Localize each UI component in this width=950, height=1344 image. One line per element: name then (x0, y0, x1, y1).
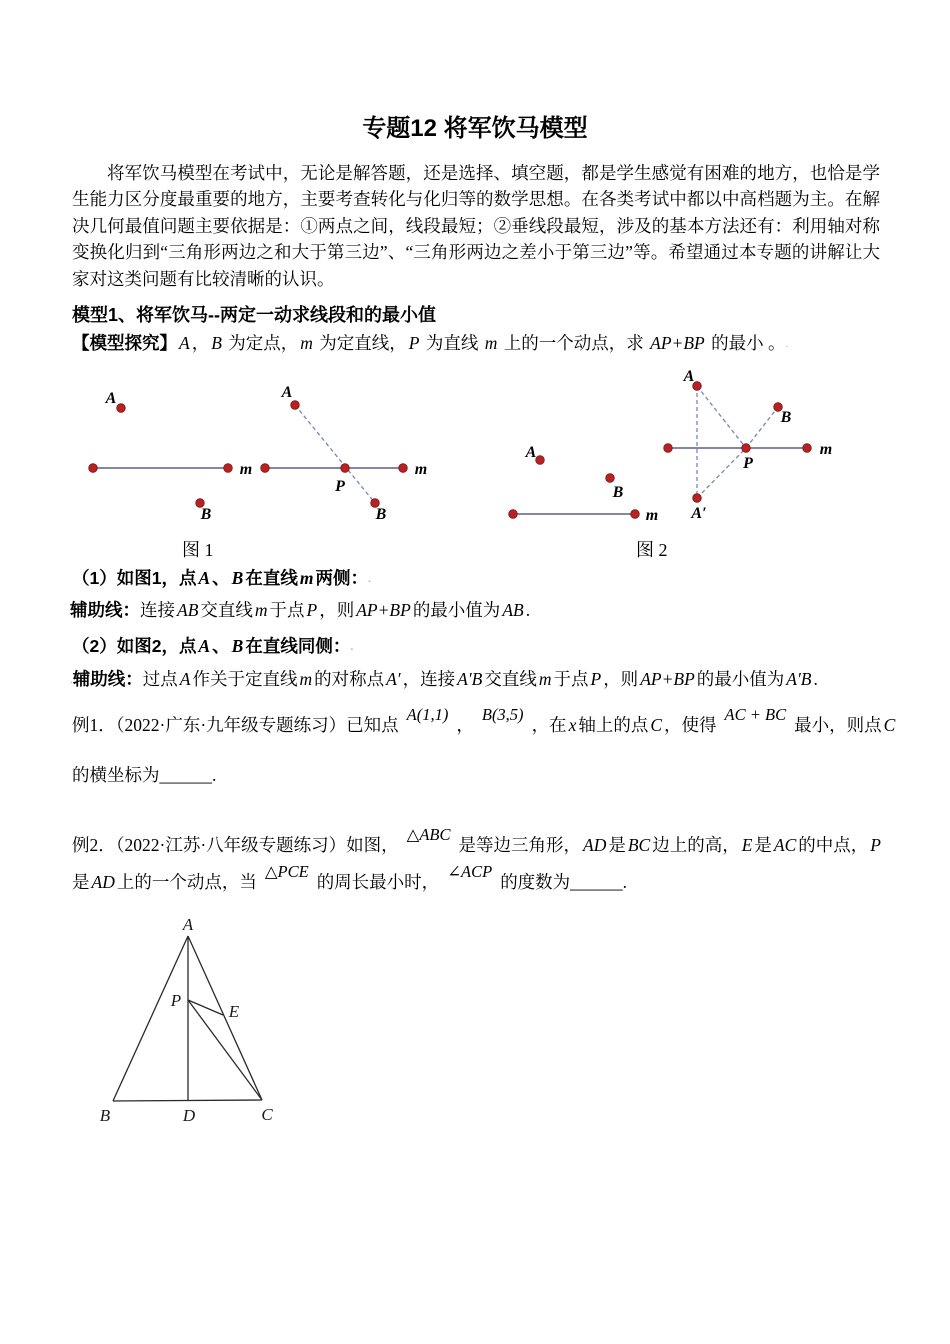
text-segment: （2）如图2，点 (72, 636, 197, 656)
label-m: m (239, 461, 253, 478)
label-a: A (683, 368, 695, 385)
text-segment: ，连接 (402, 669, 456, 689)
fig1-caption: 图 1 (182, 540, 214, 560)
text-segment: m (538, 669, 552, 689)
example1-line1 (72, 705, 897, 737)
text-segment: 的最小值为 (696, 669, 785, 689)
text-segment: △ABC (406, 825, 451, 844)
text-segment: . (785, 338, 789, 350)
text-segment: 在直线同侧： (245, 636, 351, 656)
text-segment: 的度数为______. (500, 872, 628, 892)
label-b: B (375, 506, 387, 523)
label-a: A (182, 918, 194, 934)
text-segment: B (231, 636, 244, 656)
text-segment: ， (456, 715, 474, 735)
label-m: m (819, 441, 833, 458)
label-a: A (525, 444, 537, 461)
text-segment: . (70, 674, 73, 686)
point-aprime-dot (693, 494, 702, 503)
line-endpoint-dot (261, 464, 270, 473)
text-segment: 、 (212, 568, 230, 588)
text-segment: 例1．（2022·广东·九年级专题练习）已知点 (72, 715, 399, 735)
label-c: C (261, 1105, 273, 1124)
text-segment: AD (583, 835, 607, 855)
text-segment: 、 (212, 636, 230, 656)
text-segment: 为定直线， (314, 333, 407, 353)
text-segment: 是 (72, 872, 90, 892)
dashed-ap (697, 386, 746, 448)
label-b: B (99, 1106, 111, 1125)
text-segment: 是 (608, 835, 626, 855)
intro-paragraph: 将军饮马模型在考试中，无论是解答题，还是选择、填空题，都是学生感觉有困难的地方，也恰是学生能力区分度最重要的地方，主要考查转化与化归等的数学思想。在各类考试中都以中高档题为主。在解决几何最值问题主要依据是：①两点之间，线段最短；②垂线段最短，涉及的基本方法还有：利用轴对称变换化归到“三角形两边之和大于第三边”、“三角形两边之差小于第三边”等。希望通过本专题的讲解让大家对这类问题有比较清晰的认识。 (72, 163, 880, 289)
text-segment: P (408, 333, 420, 353)
label-b: B (612, 484, 624, 501)
text-segment: 的最小值为 (412, 600, 501, 620)
label-d: D (182, 1106, 196, 1125)
point-a-dot (536, 456, 545, 465)
text-segment: 上的一个动点，当 (116, 872, 257, 892)
text-segment: E (741, 835, 753, 855)
label-p: P (170, 991, 182, 1010)
model-explore-line (72, 330, 788, 355)
text-segment: 的中点， (798, 835, 869, 855)
label-b: B (780, 409, 792, 426)
text-segment: 于点 (269, 600, 305, 620)
text-segment: 过点 (142, 669, 178, 689)
line-endpoint-dot (509, 510, 518, 519)
text-segment: 是 (754, 835, 772, 855)
text-segment: 边上的高， (652, 835, 740, 855)
text-segment: A (198, 636, 211, 656)
text-segment: 的最小 。 (706, 333, 786, 353)
label-p: P (335, 478, 345, 495)
text-segment: 辅助线： (72, 669, 143, 689)
point-a-dot (291, 401, 300, 410)
example2-line2 (72, 862, 628, 894)
point-p-dot (341, 464, 350, 473)
text-segment: 于点 (553, 669, 589, 689)
text-segment: . (525, 600, 531, 620)
text-segment: 交直线 (200, 600, 253, 620)
text-segment: 上的一个动点，求 (499, 333, 649, 353)
text-segment: ∠ACP (447, 862, 493, 881)
text-segment: 连接 (140, 600, 175, 620)
text-segment: x (568, 715, 577, 735)
point-a-dot (117, 404, 126, 413)
text-segment: 【模型探究】 (72, 333, 177, 353)
text-segment: 例2．（2022·江苏·八年级专题练习）如图， (72, 835, 399, 855)
line-endpoint-dot (89, 464, 98, 473)
page-title: 专题12 将军饮马模型 (362, 115, 588, 142)
text-segment: A′ (386, 669, 401, 689)
text-segment: . (350, 641, 354, 653)
text-segment: ______ (159, 765, 212, 785)
text-segment: AP+BP (356, 600, 411, 620)
text-segment: 为直线 (421, 333, 483, 353)
text-segment: AC (773, 835, 797, 855)
text-segment: . (212, 765, 217, 785)
text-segment: A (198, 568, 211, 588)
case2-heading (72, 633, 353, 658)
text-segment: B(3,5) (481, 705, 524, 724)
text-segment: 的横坐标为 (72, 765, 160, 785)
fig2-right-group (664, 368, 833, 522)
label-aprime: A′ (691, 505, 707, 522)
text-segment: B (231, 568, 244, 588)
text-segment: △PCE (264, 862, 309, 881)
text-segment: 的对称点 (314, 669, 385, 689)
text-segment: 为定点， (223, 333, 299, 353)
text-segment: A′B (786, 669, 812, 689)
line-endpoint-dot (631, 510, 640, 519)
text-segment: B (211, 333, 222, 353)
text-segment: A′B (457, 669, 483, 689)
text-segment: 两侧： (315, 568, 368, 588)
text-segment: m (299, 568, 314, 588)
text-segment: BC (627, 835, 651, 855)
line-endpoint-dot (399, 464, 408, 473)
label-a: A (281, 384, 293, 401)
case1-heading (72, 565, 371, 590)
label-m: m (645, 507, 659, 524)
text-segment: P (306, 600, 318, 620)
line-endpoint-dot (664, 444, 673, 453)
case1-auxiliary-line (70, 597, 530, 622)
label-m: m (414, 461, 428, 478)
text-segment: 交直线 (484, 669, 537, 689)
label-e: E (228, 1002, 240, 1021)
text-segment: 轴上的点 (578, 715, 649, 735)
text-segment: 是等边三角形， (458, 835, 582, 855)
text-segment: A (179, 333, 190, 353)
point-p-dot (742, 444, 751, 453)
label-p: P (743, 455, 753, 472)
text-segment: A(1,1) (406, 705, 449, 724)
segment-pc (188, 1000, 262, 1100)
side-ac (188, 936, 262, 1100)
point-b-dot (606, 474, 615, 483)
fig2-left-group (509, 444, 659, 524)
text-segment: ，则 (603, 669, 639, 689)
model1-heading: 模型1、将军饮马--两定一动求线段和的最小值 (72, 305, 436, 325)
line-endpoint-dot (803, 444, 812, 453)
fig1-right-group (261, 384, 428, 523)
text-segment: 最小，则点 (794, 715, 882, 735)
text-segment: A (179, 669, 191, 689)
dashed-pb (746, 407, 778, 448)
side-ab (113, 936, 188, 1101)
label-b: B (200, 506, 212, 523)
triangle-figure-svg (88, 918, 298, 1138)
line-endpoint-dot (224, 464, 233, 473)
text-segment: C (650, 715, 663, 735)
text-segment: ，使得 (664, 715, 717, 735)
text-segment: ， (191, 333, 210, 353)
fig2-caption: 图 2 (636, 540, 668, 560)
example2-line1 (72, 825, 883, 857)
text-segment: . (813, 669, 818, 689)
case2-auxiliary-line (70, 666, 818, 691)
text-segment: m (484, 333, 498, 353)
text-segment: 辅助线： (70, 600, 140, 620)
text-segment: （1）如图1，点 (72, 568, 197, 588)
text-segment: AP+BP (650, 333, 705, 353)
models-figure-svg (70, 365, 870, 540)
text-segment: 在直线 (245, 568, 298, 588)
text-segment: P (870, 835, 881, 855)
text-segment: AP+BP (640, 669, 695, 689)
fig1-left-group (89, 390, 253, 523)
text-segment: C (883, 715, 896, 735)
text-segment: AB (502, 600, 524, 620)
dashed-aprime-p (697, 448, 746, 498)
text-segment: ，在 (531, 715, 567, 735)
example1-line2 (72, 762, 216, 787)
text-segment: 的周长最小时， (316, 872, 440, 892)
text-segment: AD (91, 872, 115, 892)
text-segment: m (299, 669, 313, 689)
text-segment: P (590, 669, 602, 689)
text-segment: AB (177, 600, 199, 620)
text-segment: 作关于定直线 (192, 669, 298, 689)
text-segment: AC + BC (724, 705, 787, 724)
text-segment: ，则 (319, 600, 355, 620)
text-segment: . (367, 573, 372, 585)
label-a: A (105, 390, 117, 407)
text-segment: m (254, 600, 268, 620)
text-segment: m (300, 333, 313, 353)
